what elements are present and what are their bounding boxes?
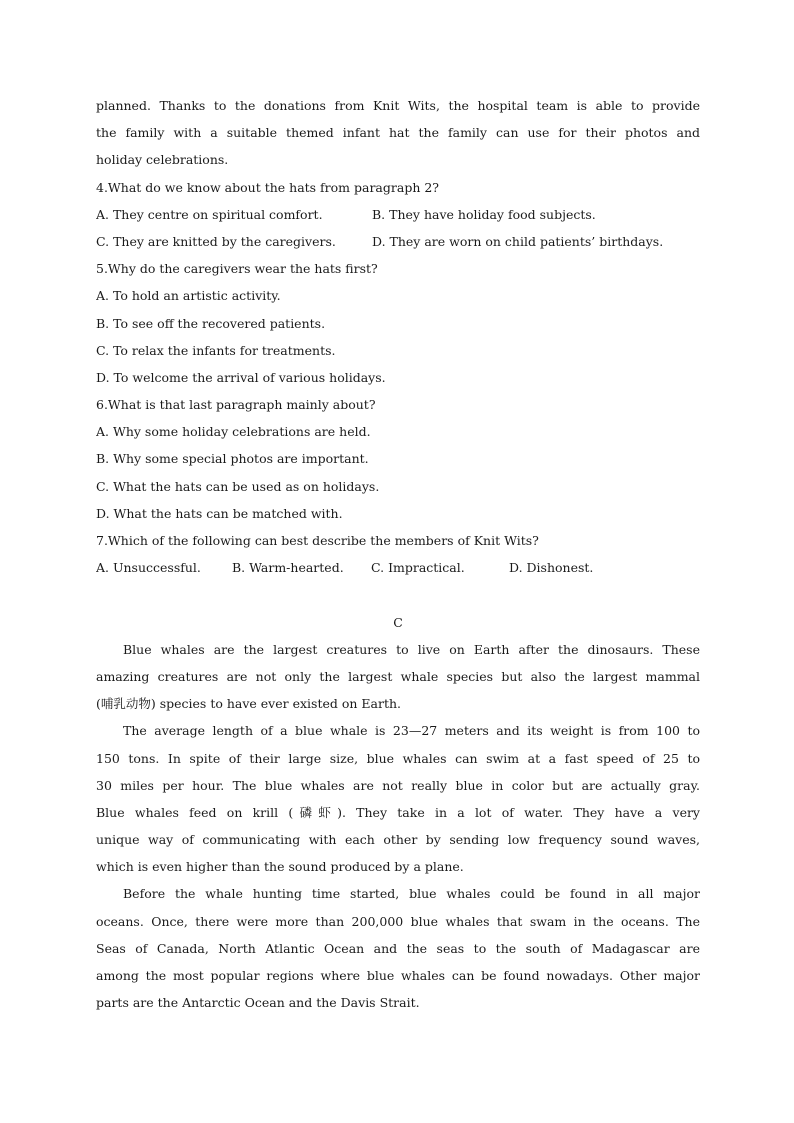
option-a: A. Why some holiday celebrations are held. bbox=[96, 424, 371, 440]
text-line: 30 miles per hour. The blue whales are not really blue in color but are actually gray. bbox=[96, 777, 700, 793]
question-5 bbox=[96, 259, 700, 395]
option-c: C. What the hats can be used as on holidays. bbox=[96, 478, 380, 494]
question-stem: 4.What do we know about the hats from paragraph 2? bbox=[96, 179, 439, 195]
text-line: unique way of communicating with each other by sending low frequency sound waves, bbox=[96, 832, 700, 848]
question-stem: 7.Which of the following can best describe the members of Knit Wits? bbox=[96, 533, 539, 548]
options-row bbox=[96, 205, 700, 232]
text-line: among the most popular regions where blue whales can be found nowadays. Other major bbox=[96, 968, 700, 983]
text-line: Before the whale hunting time started, blue whales could be found in all major bbox=[123, 886, 700, 902]
question-7 bbox=[96, 531, 700, 585]
option-a: A. They centre on spiritual comfort. bbox=[96, 206, 323, 222]
text-line: planned. Thanks to the donations from Knit Wits, the hospital team is able to provide bbox=[96, 98, 700, 113]
text-line: 150 tons. In spite of their large size, blue whales can swim at a fast speed of 25 to bbox=[96, 750, 700, 766]
question-4 bbox=[96, 178, 700, 260]
option-d: D. To welcome the arrival of various holidays. bbox=[96, 369, 386, 385]
paragraph-1 bbox=[96, 640, 700, 722]
question-stem: 6.What is that last paragraph mainly about? bbox=[96, 397, 376, 413]
text-line: which is even higher than the sound produced by a plane. bbox=[96, 859, 464, 875]
text-line: holiday celebrations. bbox=[96, 152, 229, 168]
option-b: B. Warm-hearted. bbox=[232, 560, 344, 576]
spacer bbox=[96, 585, 700, 612]
option-d: D. They are worn on child patients’ birthdays. bbox=[372, 233, 664, 249]
section-heading: C bbox=[393, 614, 403, 630]
document-page bbox=[96, 96, 700, 1020]
option-a: A. Unsuccessful. bbox=[96, 560, 201, 576]
option-c: C. To relax the infants for treatments. bbox=[96, 342, 336, 358]
text-line: Seas of Canada, North Atlantic Ocean and the seas to the south of Madagascar are bbox=[96, 940, 700, 956]
paragraph-3 bbox=[96, 884, 700, 1020]
option-a: A. To hold an artistic activity. bbox=[96, 288, 281, 304]
text-line: the family with a suitable themed infant hat the family can use for their photos and bbox=[96, 125, 700, 141]
passage-b-end bbox=[96, 96, 700, 178]
option-d: D. Dishonest. bbox=[509, 560, 594, 576]
options-row bbox=[96, 558, 700, 585]
option-b: B. They have holiday food subjects. bbox=[372, 206, 596, 222]
option-c: C. They are knitted by the caregivers. bbox=[96, 233, 336, 249]
option-b: B. Why some special photos are important. bbox=[96, 451, 369, 467]
option-d: D. What the hats can be matched with. bbox=[96, 505, 343, 521]
text-line: The average length of a blue whale is 23—27 meters and its weight is from 100 to bbox=[123, 723, 700, 739]
text-line: amazing creatures are not only the largest whale species but also the largest mammal bbox=[96, 668, 700, 684]
option-b: B. To see off the recovered patients. bbox=[96, 315, 326, 331]
option-c: C. Impractical. bbox=[371, 560, 465, 576]
options-row bbox=[96, 232, 700, 259]
passage-c bbox=[96, 613, 700, 1021]
text-line: Blue whales feed on krill (磷虾). They take in a lot of water. They have a very bbox=[96, 804, 700, 820]
text-line: parts are the Antarctic Ocean and the Davis Strait. bbox=[96, 995, 420, 1011]
text-line: Blue whales are the largest creatures to live on Earth after the dinosaurs. These bbox=[123, 641, 700, 657]
text-line: (哺乳动物) species to have ever existed on Earth. bbox=[96, 696, 401, 712]
text-line: oceans. Once, there were more than 200,000 blue whales that swam in the oceans. The bbox=[96, 913, 700, 929]
question-6 bbox=[96, 395, 700, 531]
paragraph-2 bbox=[96, 721, 700, 884]
question-stem: 5.Why do the caregivers wear the hats first? bbox=[96, 261, 378, 277]
